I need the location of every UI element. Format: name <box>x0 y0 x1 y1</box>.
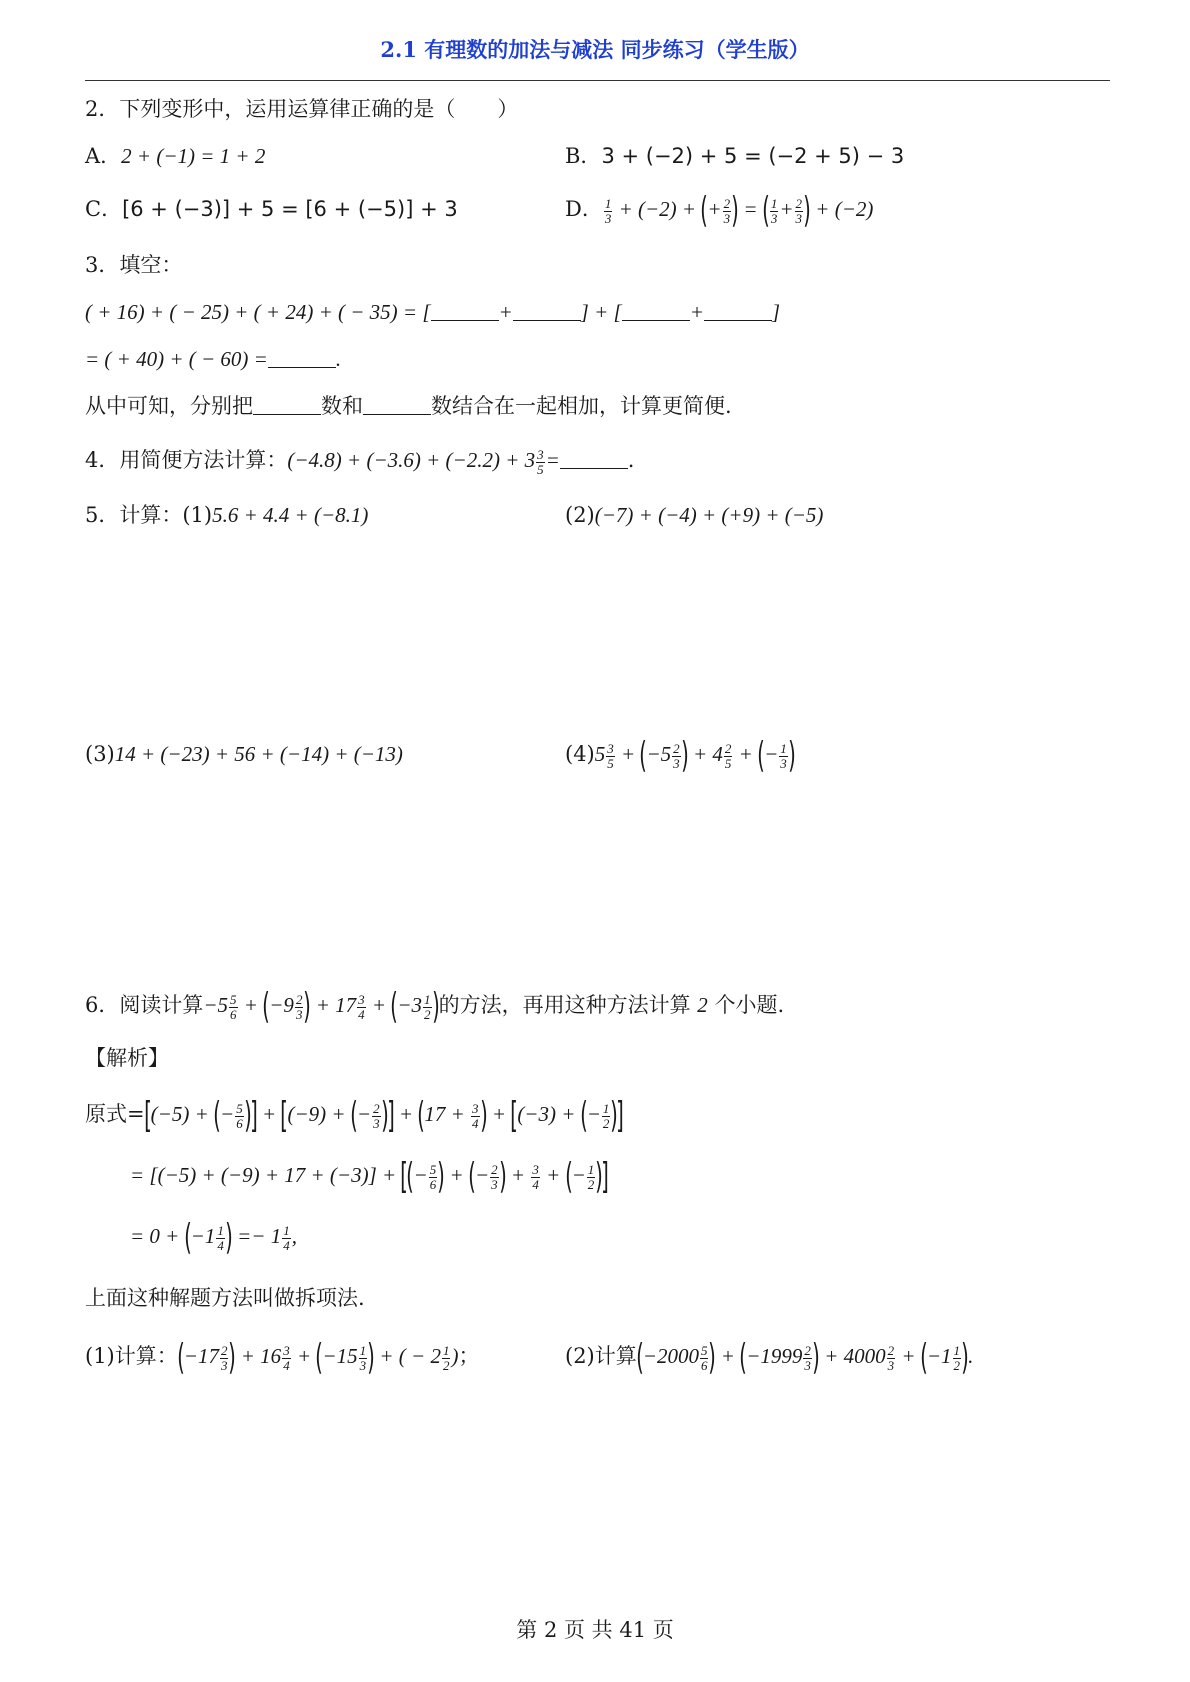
q2-option-b-label: B． <box>565 144 602 168</box>
q5-part-3-expr: 14 + (−23) + 56 + (−14) + (−13) <box>114 742 403 766</box>
blank[interactable] <box>363 394 431 415</box>
q4-expr: (−4.8) + (−3.6) + (−2.2) + 3 $\frac{3}{5}$ = <box>287 446 560 477</box>
q2-option-c <box>85 195 458 223</box>
blank[interactable] <box>431 300 499 321</box>
q6-sub-question-2: (2)计算(−2000 $\frac{5}{6}$ ) + (−1999 $\frac{2}{3}$ ) + 4000 $\frac{2}{3}$ + (−1 $\frac{1}{2}$ ). <box>565 1337 974 1379</box>
q2-option-a-label: A． <box>85 144 122 168</box>
q5-stem: 5．计算：(1) <box>85 503 213 527</box>
blank[interactable] <box>622 300 690 321</box>
page-footer-number: 第 2 页 共 41 页 <box>516 1618 674 1642</box>
blank[interactable] <box>704 300 772 321</box>
question-5-part-3: (3)14 + (−23) + 56 + (−14) + (−13) <box>85 742 403 766</box>
q3-line-3: 从中可知，分别把 数和 数结合在一起相加，计算更简便. <box>85 394 732 418</box>
blank[interactable] <box>268 347 336 368</box>
blank[interactable] <box>560 448 628 469</box>
q6-jiexi-heading: 【解析】 <box>85 1046 169 1070</box>
q6-sub-question-1: (1)计算：(−17 $\frac{2}{3}$ ) + 16 $\frac{3}{4}$ + (−15 $\frac{1}{3}$ ) + ( − 2 $\frac{1}{2}$ )； <box>85 1337 480 1379</box>
blank[interactable] <box>513 300 581 321</box>
q2-option-b-expr: 3 + (−2) + 5 = (−2 + 5) − 3 <box>601 144 905 168</box>
question-5-part-2: (2)(−7) + (−4) + (+9) + (−5) <box>565 503 824 527</box>
q4-stem: 4．用简便方法计算： <box>85 448 288 472</box>
header-divider <box>85 80 1110 81</box>
q6-method-note: 上面这种解题方法叫做拆项法. <box>85 1286 365 1310</box>
q5-part-2-expr: (−7) + (−4) + (+9) + (−5) <box>594 503 824 527</box>
q2-option-d-expr: $\frac{1}{3}$ + (−2) + (+ $\frac{2}{3}$ ) = ( $\frac{1}{3}$ + $\frac{2}{3}$ ) + (−2) <box>604 190 874 232</box>
q3-line-1: ( + 16) + ( − 25) + ( + 24) + ( − 35) = [ + ] + [ + ] <box>85 300 781 324</box>
q5-part-1-expr: 5.6 + 4.4 + (−8.1) <box>212 503 369 527</box>
q2-option-d-label: D． <box>565 197 603 221</box>
question-2-stem: 2．下列变形中，运用运算律正确的是（ ） <box>85 97 519 121</box>
q2-option-b <box>565 142 904 170</box>
question-5-part-1 <box>85 501 368 529</box>
q6-solution-line-2: = [(−5) + (−9) + 17 + (−3)] + [(− $\frac{5}{6}$ ) + (− $\frac{2}{3}$ ) + $\frac{3}{4}$ + (− $\frac{1}{2}$ )] <box>130 1156 610 1198</box>
question-6-stem: 6．阅读计算−5 $\frac{5}{6}$ + (−9 $\frac{2}{3}$ ) + 17 $\frac{3}{4}$ + (−3 $\frac{1}{2}$ )的方法，再用这种方法计算 2 个小题. <box>85 986 785 1028</box>
page-header-title: 2.1 有理数的加法与减法 同步练习（学生版） <box>380 37 810 62</box>
q2-option-c-expr: [6 + (−3)] + 5 = [6 + (−5)] + 3 <box>122 197 458 221</box>
q6-solution-line-3: = 0 + (−1 $\frac{1}{4}$ ) =− 1 $\frac{1}{4}$ , <box>130 1217 297 1259</box>
q2-option-d <box>565 190 874 232</box>
question-3-stem: 3．填空： <box>85 253 183 277</box>
q5-part-4-expr: 5 $\frac{3}{5}$ + (−5 $\frac{2}{3}$ ) + 4 $\frac{2}{5}$ + (− $\frac{1}{3}$ ) <box>594 735 796 777</box>
q6-solution-line-1: 原式=[(−5) + (− $\frac{5}{6}$ )] + [(−9) + (− $\frac{2}{3}$ )] + (17 + $\frac{3}{4}$ ) + [(−3) + (− $\frac{1}{2}$ )] <box>85 1095 625 1137</box>
q2-option-c-label: C． <box>85 197 123 221</box>
blank[interactable] <box>253 394 321 415</box>
question-5-part-4: (4)5 $\frac{3}{5}$ + (−5 $\frac{2}{3}$ ) + 4 $\frac{2}{5}$ + (− $\frac{1}{3}$ ) <box>565 735 796 777</box>
q2-option-a-expr: 2 + (−1) = 1 + 2 <box>121 144 266 168</box>
question-4: 4．用简便方法计算：(−4.8) + (−3.6) + (−2.2) + 3 $\frac{3}{5}$ = . <box>85 446 635 477</box>
q2-option-a <box>85 142 265 170</box>
q3-line-2: = ( + 40) + ( − 60) = . <box>85 347 342 371</box>
